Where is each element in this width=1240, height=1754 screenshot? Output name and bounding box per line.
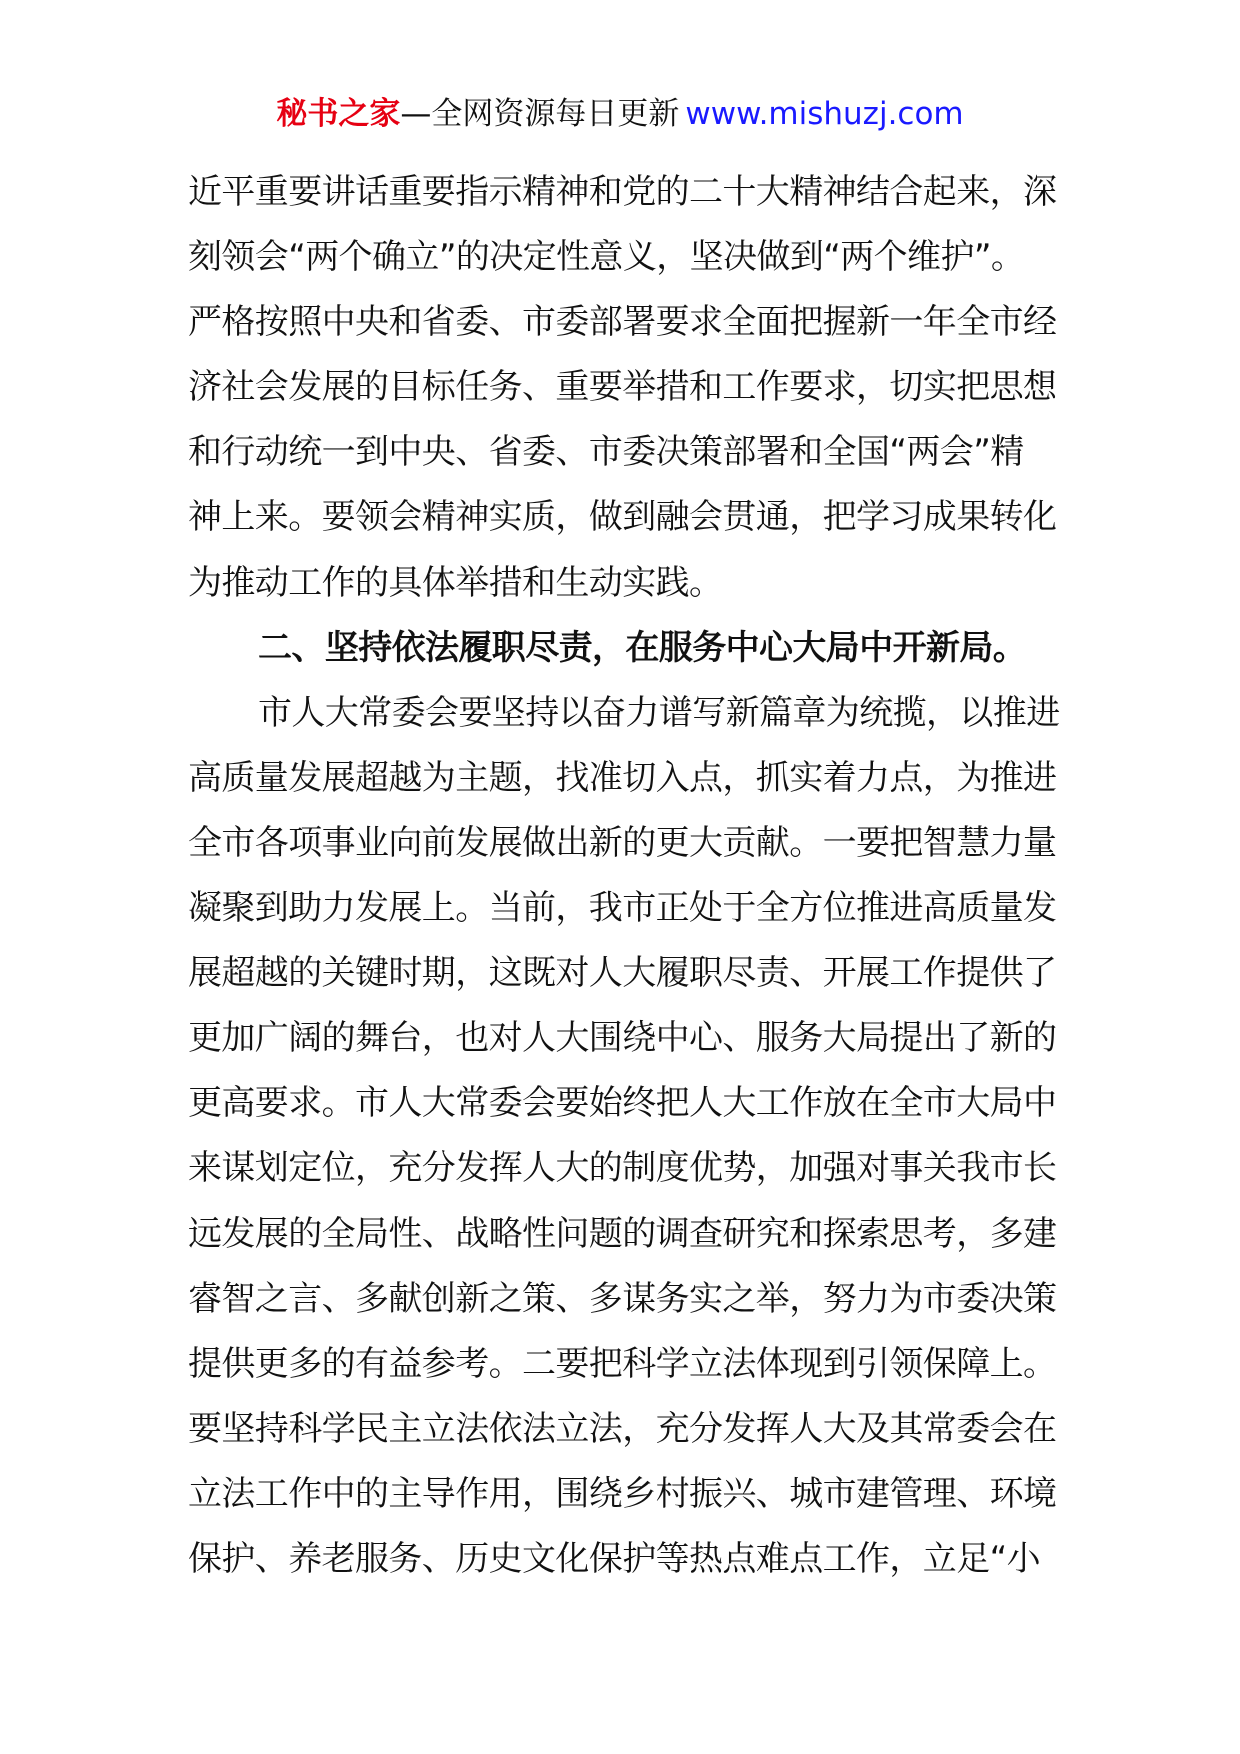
text-line: 为推动工作的具体举措和生动实践。 xyxy=(188,562,723,603)
text-line: 远发展的全局性、战略性问题的调查研究和探索思考，多建 xyxy=(188,1213,1057,1254)
text-line: 展超越的关键时期，这既对人大履职尽责、开展工作提供了 xyxy=(188,953,1057,994)
brand-name: 秘书之家 xyxy=(276,96,401,132)
section-heading: 二、坚持依法履职尽责，在服务中心大局中开新局。 xyxy=(258,627,1027,668)
header-url: www.mishuzj.com xyxy=(685,96,964,132)
text-line: 更加广阔的舞台，也对人大围绕中心、服务大局提出了新的 xyxy=(188,1018,1057,1059)
text-line: 全市各项事业向前发展做出新的更大贡献。一要把智慧力量 xyxy=(188,822,1057,863)
site-watermark-header xyxy=(0,92,1240,136)
text-line: 提供更多的有益参考。二要把科学立法体现到引领保障上。 xyxy=(188,1343,1057,1384)
text-line: 凝聚到助力发展上。当前，我市正处于全方位推进高质量发 xyxy=(188,888,1057,929)
text-line: 保护、养老服务、历史文化保护等热点难点工作，立足“小 xyxy=(188,1538,1041,1579)
text-line: 立法工作中的主导作用，围绕乡村振兴、城市建管理、环境 xyxy=(188,1473,1057,1514)
text-line: 严格按照中央和省委、市委部署要求全面把握新一年全市经 xyxy=(188,302,1057,343)
paragraph-first-line: 市人大常委会要坚持以奋力谱写新篇章为统揽，以推进 xyxy=(258,692,1060,733)
text-line: 神上来。要领会精神实质，做到融会贯通，把学习成果转化 xyxy=(188,497,1057,538)
text-line: 刻领会“两个确立”的决定性意义，坚决做到“两个维护”。 xyxy=(188,237,1025,278)
text-line: 和行动统一到中央、省委、市委决策部署和全国“两会”精 xyxy=(188,432,1024,473)
text-line: 近平重要讲话重要指示精神和党的二十大精神结合起来，深 xyxy=(188,172,1057,212)
text-line: 高质量发展超越为主题，找准切入点，抓实着力点，为推进 xyxy=(188,757,1057,798)
text-line: 要坚持科学民主立法依法立法，充分发挥人大及其常委会在 xyxy=(188,1408,1057,1449)
document-body xyxy=(188,160,1058,1592)
text-line: 济社会发展的目标任务、重要举措和工作要求，切实把思想 xyxy=(188,367,1057,408)
header-tagline: —全网资源每日更新 xyxy=(400,96,680,132)
text-line: 睿智之言、多献创新之策、多谋务实之举，努力为市委决策 xyxy=(188,1278,1057,1319)
text-line: 来谋划定位，充分发挥人大的制度优势，加强对事关我市长 xyxy=(188,1148,1057,1189)
text-line: 更高要求。市人大常委会要始终把人大工作放在全市大局中 xyxy=(188,1083,1057,1124)
